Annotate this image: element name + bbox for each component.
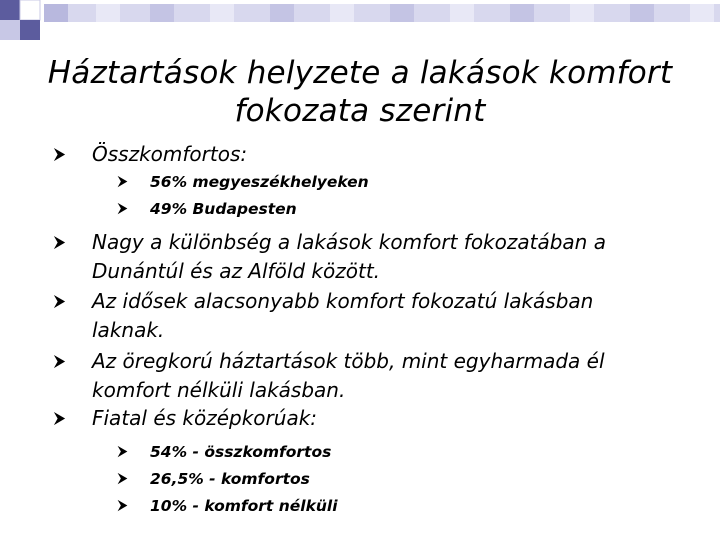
bullet-item [92, 287, 692, 345]
arrow-bullet-icon [52, 147, 67, 162]
arrow-bullet-icon [116, 202, 129, 215]
bullet-item [92, 404, 692, 433]
arrow-bullet-icon [116, 499, 129, 512]
bullet-line: 56% megyeszékhelyeken [150, 173, 369, 191]
bullet-item [92, 347, 692, 405]
arrow-bullet-icon [116, 175, 129, 188]
bullet-line: 49% Budapesten [150, 200, 297, 218]
arrow-bullet-icon [52, 294, 67, 309]
arrow-bullet-icon [116, 445, 129, 458]
arrow-bullet-icon [52, 411, 67, 426]
arrow-bullet-icon [116, 472, 129, 485]
sub-bullet-item [150, 171, 650, 193]
arrow-bullet-icon [52, 235, 67, 250]
arrow-bullet-icon [52, 354, 67, 369]
slide-title-line: fokozata szerint [234, 93, 486, 129]
sub-bullet-item [150, 495, 650, 517]
sub-bullet-item [150, 198, 650, 220]
bullet-item [92, 140, 692, 169]
sub-bullet-item [150, 468, 650, 490]
bullet-item [92, 228, 692, 286]
bullet-line: 10% - komfort nélküli [150, 497, 338, 515]
bullet-line: Nagy a különbség a lakások komfort fokozatában a [92, 230, 606, 254]
bullet-line: Az öregkorú háztartások több, mint egyharmada él [92, 349, 605, 373]
bullet-line: laknak. [92, 318, 165, 342]
bullet-line: Az idősek alacsonyabb komfort fokozatú lakásban [92, 289, 594, 313]
bullet-line: Fiatal és középkorúak: [92, 406, 318, 430]
bullet-line: Összkomfortos: [92, 142, 248, 166]
bullet-line: Dunántúl és az Alföld között. [92, 259, 381, 283]
bullet-line: 26,5% - komfortos [150, 470, 310, 488]
bullet-line: 54% - összkomfortos [150, 443, 332, 461]
bullet-line: komfort nélküli lakásban. [92, 378, 346, 402]
sub-bullet-item [150, 441, 650, 463]
slide-title-line: Háztartások helyzete a lakások komfort [47, 55, 673, 91]
